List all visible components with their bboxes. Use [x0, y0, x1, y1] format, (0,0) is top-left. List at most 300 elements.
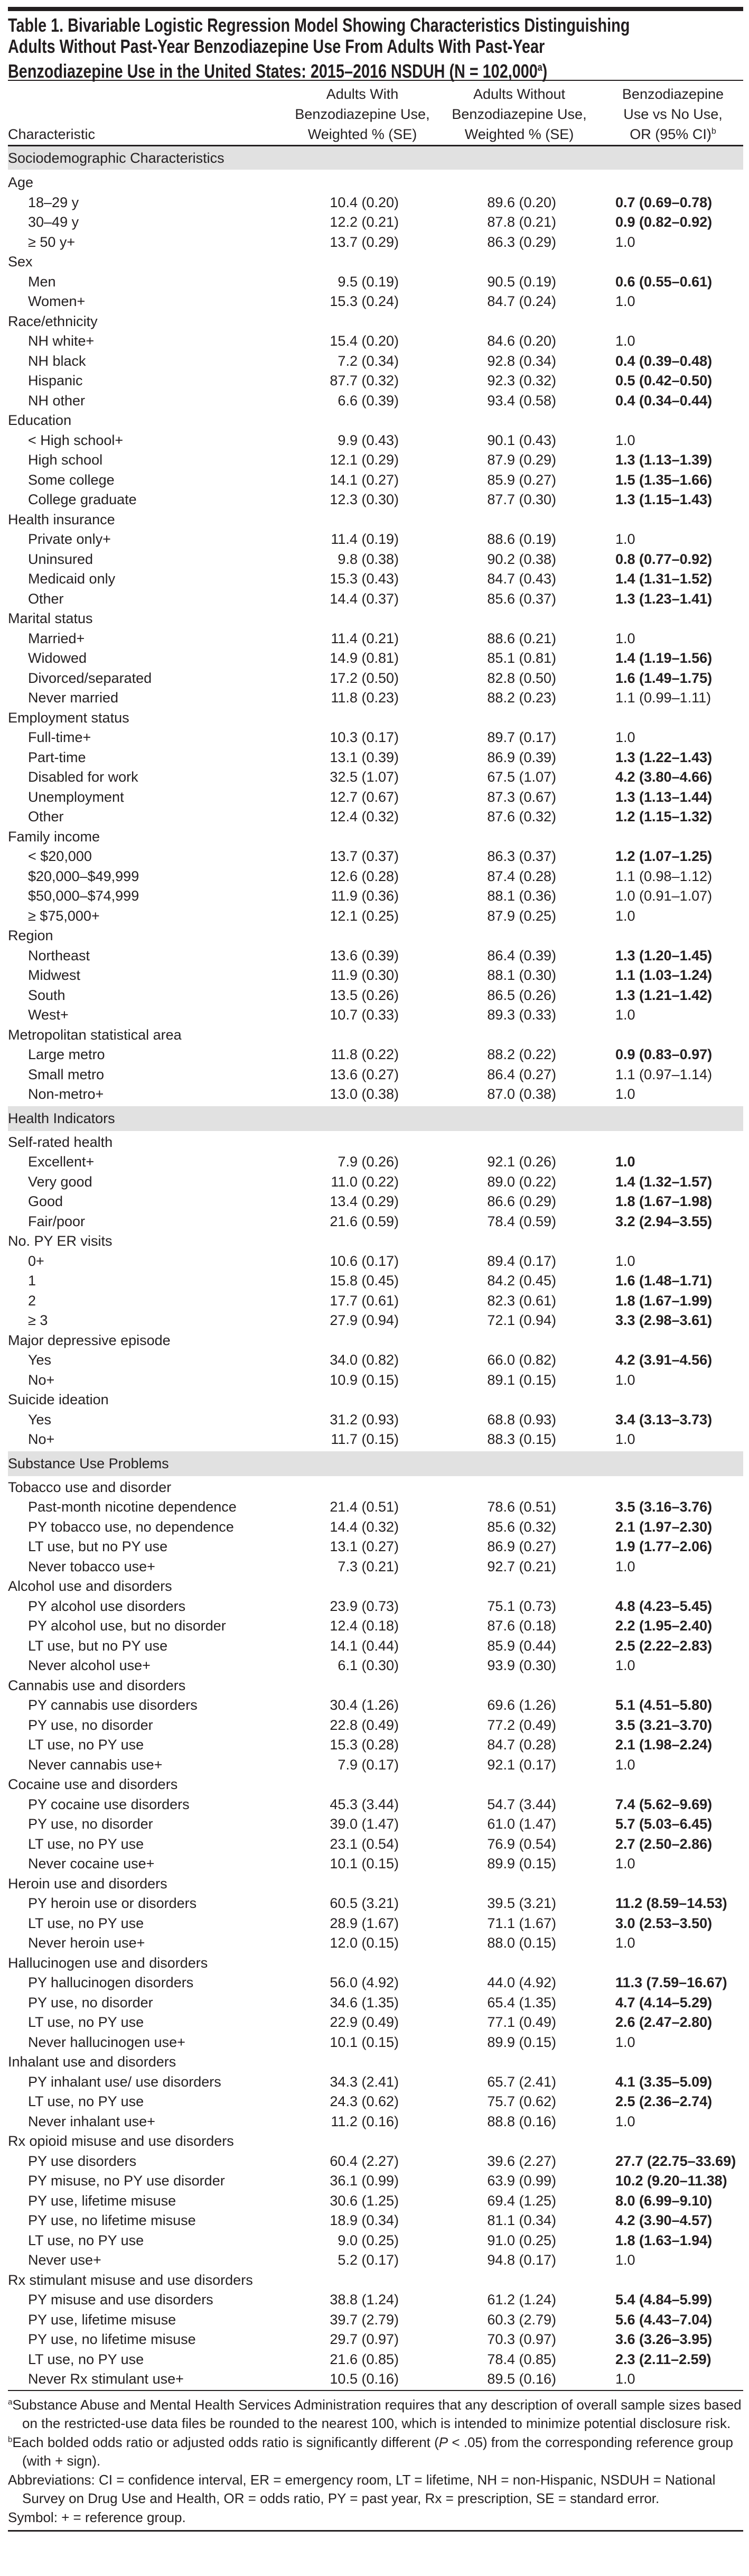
with-benzo-value: 7.9 (0.17)	[338, 1756, 399, 1773]
odds-ratio-value: 3.6 (3.26–3.95)	[615, 2331, 713, 2347]
odds-ratio-value: 1.2 (1.15–1.32)	[615, 809, 713, 824]
group-row	[8, 1775, 743, 1795]
table-row	[8, 292, 743, 312]
table-body	[8, 146, 743, 2389]
odds-ratio-value: 3.0 (2.53–3.50)	[615, 1915, 713, 1931]
with-benzo-value: 14.1 (0.44)	[330, 1637, 399, 1654]
with-benzo-value: 21.6 (0.59)	[330, 1213, 399, 1229]
row-label: NH other	[28, 392, 86, 409]
without-benzo-value: 84.7 (0.43)	[487, 571, 556, 587]
with-benzo-value: 10.5 (0.16)	[330, 2371, 399, 2387]
without-benzo-value: 86.9 (0.27)	[487, 1539, 556, 1554]
table-row	[8, 371, 743, 391]
row-label: Fair/poor	[28, 1213, 86, 1229]
group-row	[8, 1025, 743, 1045]
without-benzo-value: 85.6 (0.37)	[487, 590, 556, 607]
with-benzo-value: 21.6 (0.85)	[330, 2351, 399, 2367]
odds-ratio-value: 2.6 (2.47–2.80)	[615, 2014, 713, 2030]
without-benzo-value: 87.0 (0.38)	[487, 1086, 556, 1102]
header-with-benzo	[283, 84, 442, 144]
group-row	[8, 926, 743, 946]
without-benzo-value: 71.1 (1.67)	[487, 1915, 556, 1931]
header-line: Benzodiazepine	[622, 86, 724, 102]
without-benzo-value: 88.6 (0.21)	[487, 630, 556, 646]
table-row	[8, 1695, 743, 1716]
group-label: Cannabis use and disorders	[8, 1677, 186, 1693]
group-label: Race/ethnicity	[8, 313, 98, 329]
row-label: Midwest	[28, 967, 81, 983]
odds-ratio-value: 1.1 (0.97–1.14)	[615, 1066, 713, 1082]
odds-ratio-value: 5.4 (4.84–5.99)	[615, 2292, 713, 2308]
table-row	[8, 1755, 743, 1775]
odds-ratio-value: 0.5 (0.42–0.50)	[615, 373, 713, 388]
group-row	[8, 609, 743, 629]
without-benzo-value: 85.9 (0.27)	[487, 471, 556, 488]
title-footnote-mark: a	[537, 62, 542, 73]
row-label: 30–49 y	[28, 214, 79, 230]
odds-ratio-value: 1.8 (1.67–1.98)	[615, 1193, 713, 1209]
row-label: LT use, no PY use	[28, 2232, 144, 2248]
table-row	[8, 351, 743, 372]
with-benzo-value: 13.6 (0.39)	[330, 947, 399, 963]
footnote-b	[8, 2433, 743, 2471]
group-label: Family income	[8, 828, 100, 845]
without-benzo-value: 90.5 (0.19)	[487, 273, 556, 290]
table-row	[8, 2072, 743, 2092]
without-benzo-value: 77.1 (0.49)	[487, 2014, 556, 2030]
group-label: Education	[8, 412, 72, 428]
row-label: Hispanic	[28, 373, 83, 388]
row-label: Full-time+	[28, 729, 91, 745]
group-label: Cocaine use and disorders	[8, 1776, 178, 1792]
with-benzo-value: 12.1 (0.29)	[330, 452, 399, 468]
table-row	[8, 2171, 743, 2191]
row-label: Never cannabis use+	[28, 1756, 163, 1773]
without-benzo-value: 91.0 (0.25)	[487, 2232, 556, 2248]
table-row	[8, 1252, 743, 1272]
odds-ratio-value: 1.0	[615, 630, 635, 646]
table-row	[8, 1370, 743, 1391]
with-benzo-value: 15.4 (0.20)	[330, 333, 399, 349]
odds-ratio-value: 1.8 (1.67–1.99)	[615, 1292, 713, 1309]
row-label: Medicaid only	[28, 571, 116, 587]
with-benzo-value: 30.6 (1.25)	[330, 2192, 399, 2209]
without-benzo-value: 70.3 (0.97)	[487, 2331, 556, 2347]
row-label: LT use, no PY use	[28, 2351, 144, 2367]
table-row	[8, 1557, 743, 1577]
group-row	[8, 1390, 743, 1410]
with-benzo-value: 60.4 (2.27)	[330, 2153, 399, 2169]
with-benzo-value: 10.6 (0.17)	[330, 1253, 399, 1269]
table-row	[8, 589, 743, 609]
with-benzo-value: 11.7 (0.15)	[331, 1431, 399, 1447]
table-row	[8, 2033, 743, 2053]
row-label: ≥ $75,000+	[28, 907, 100, 924]
group-label: Alcohol use and disorders	[8, 1578, 172, 1594]
with-benzo-value: 10.1 (0.15)	[330, 1856, 399, 1871]
group-row	[8, 173, 743, 193]
odds-ratio-value: 1.0	[615, 1372, 635, 1388]
header-line: Weighted % (SE)	[464, 126, 574, 142]
row-label: PY alcohol use disorders	[28, 1598, 186, 1614]
with-benzo-value: 12.6 (0.28)	[330, 868, 399, 884]
section-header: Sociodemographic Characteristics	[8, 146, 743, 170]
odds-ratio-value: 1.4 (1.19–1.56)	[615, 650, 713, 666]
row-label: Never married	[28, 690, 119, 706]
with-benzo-value: 13.0 (0.38)	[330, 1086, 399, 1102]
without-benzo-value: 86.4 (0.27)	[487, 1066, 556, 1082]
table-row	[8, 1973, 743, 1993]
group-row	[8, 510, 743, 530]
row-label: PY use disorders	[28, 2153, 137, 2169]
table-row	[8, 986, 743, 1006]
table-row	[8, 431, 743, 451]
row-label: NH white+	[28, 333, 95, 349]
row-label: No+	[28, 1372, 55, 1388]
odds-ratio-value: 1.0	[615, 2113, 635, 2129]
group-label: Rx opioid misuse and use disorders	[8, 2133, 234, 2149]
table-row	[8, 1291, 743, 1311]
without-benzo-value: 88.1 (0.36)	[487, 888, 556, 904]
odds-ratio-value: 8.0 (6.99–9.10)	[615, 2192, 713, 2209]
odds-ratio-value: 1.3 (1.13–1.44)	[615, 789, 713, 805]
without-benzo-value: 75.7 (0.62)	[487, 2093, 556, 2109]
footnote-text: Each bolded odds ratio or adjusted odds ratio is significantly different (	[12, 2434, 439, 2450]
with-benzo-value: 30.4 (1.26)	[330, 1697, 399, 1713]
table-header	[8, 84, 743, 144]
odds-ratio-value: 3.2 (2.94–3.55)	[615, 1213, 713, 1229]
table-row	[8, 1735, 743, 1755]
with-benzo-value: 17.7 (0.61)	[330, 1292, 399, 1309]
odds-ratio-value: 1.0	[615, 907, 635, 924]
row-label: NH black	[28, 353, 86, 369]
odds-ratio-value: 0.9 (0.83–0.97)	[615, 1046, 713, 1062]
without-benzo-value: 61.0 (1.47)	[487, 1816, 556, 1832]
without-benzo-value: 44.0 (4.92)	[487, 1975, 556, 1990]
without-benzo-value: 89.9 (0.15)	[487, 2034, 556, 2050]
header-line: Weighted % (SE)	[307, 126, 417, 142]
table-row	[8, 530, 743, 550]
group-row	[8, 2132, 743, 2152]
bottom-rule	[8, 2530, 743, 2532]
footnote-p: P	[438, 2434, 448, 2450]
group-label: Marital status	[8, 610, 93, 626]
without-benzo-value: 89.1 (0.15)	[487, 1372, 556, 1388]
table-row	[8, 2112, 743, 2132]
row-label: $50,000–$74,999	[28, 888, 139, 904]
with-benzo-value: 12.7 (0.67)	[330, 789, 399, 805]
table-row	[8, 391, 743, 411]
without-benzo-value: 87.7 (0.30)	[487, 492, 556, 507]
without-benzo-value: 68.8 (0.93)	[487, 1411, 556, 1428]
odds-ratio-value: 1.0	[615, 1657, 635, 1673]
group-row	[8, 1953, 743, 1973]
odds-ratio-value: 4.2 (3.91–4.56)	[615, 1352, 713, 1368]
odds-ratio-value: 1.0	[615, 729, 635, 745]
row-label: Never tobacco use+	[28, 1558, 155, 1574]
without-benzo-value: 92.1 (0.26)	[487, 1154, 556, 1170]
with-benzo-value: 15.3 (0.24)	[330, 293, 399, 309]
with-benzo-value: 27.9 (0.94)	[330, 1312, 399, 1328]
row-label: PY use, lifetime misuse	[28, 2192, 176, 2209]
group-label: Self-rated health	[8, 1134, 113, 1150]
with-benzo-value: 34.0 (0.82)	[330, 1352, 399, 1368]
with-benzo-value: 14.4 (0.32)	[330, 1518, 399, 1535]
odds-ratio-value: 5.6 (4.43–7.04)	[615, 2311, 713, 2328]
odds-ratio-value: 3.5 (3.16–3.76)	[615, 1499, 713, 1515]
row-label: < $20,000	[28, 848, 92, 864]
odds-ratio-value: 2.7 (2.50–2.86)	[615, 1836, 713, 1852]
group-label: Tobacco use and disorder	[8, 1479, 172, 1495]
with-benzo-value: 10.7 (0.33)	[330, 1007, 399, 1023]
table-row	[8, 2350, 743, 2370]
without-benzo-value: 72.1 (0.94)	[487, 1312, 556, 1328]
without-benzo-value: 88.3 (0.15)	[487, 1431, 556, 1447]
with-benzo-value: 32.5 (1.07)	[330, 769, 399, 785]
without-benzo-value: 87.4 (0.28)	[487, 868, 556, 884]
odds-ratio-value: 5.7 (5.03–6.45)	[615, 1816, 713, 1832]
row-label: 18–29 y	[28, 194, 79, 210]
odds-ratio-value: 1.3 (1.23–1.41)	[615, 590, 713, 607]
with-benzo-value: 15.3 (0.28)	[330, 1737, 399, 1753]
footnotes	[8, 2396, 743, 2527]
row-label: Non-metro+	[28, 1086, 104, 1102]
table-row	[8, 2191, 743, 2211]
odds-ratio-value: 1.0	[615, 1253, 635, 1269]
without-benzo-value: 92.8 (0.34)	[487, 353, 556, 369]
without-benzo-value: 78.6 (0.51)	[487, 1499, 556, 1515]
with-benzo-value: 13.4 (0.29)	[330, 1193, 399, 1209]
odds-ratio-value: 0.6 (0.55–0.61)	[615, 273, 713, 290]
row-label: Never heroin use+	[28, 1935, 145, 1951]
table-row	[8, 1172, 743, 1192]
table-row	[8, 1933, 743, 1953]
odds-ratio-value: 0.7 (0.69–0.78)	[615, 194, 713, 210]
row-label: Never cocaine use+	[28, 1856, 155, 1871]
odds-ratio-value: 3.3 (2.98–3.61)	[615, 1312, 713, 1328]
odds-ratio-value: 1.9 (1.77–2.06)	[615, 1539, 713, 1554]
without-benzo-value: 86.6 (0.29)	[487, 1193, 556, 1209]
with-benzo-value: 12.3 (0.30)	[330, 492, 399, 507]
odds-ratio-value: 1.3 (1.22–1.43)	[615, 749, 713, 765]
group-label: Inhalant use and disorders	[8, 2054, 176, 2070]
with-benzo-value: 15.3 (0.43)	[330, 571, 399, 587]
section-header: Health Indicators	[8, 1106, 743, 1131]
group-row	[8, 252, 743, 272]
table-row	[8, 550, 743, 570]
table-row	[8, 906, 743, 926]
with-benzo-value: 7.3 (0.21)	[338, 1558, 399, 1574]
odds-ratio-value: 0.8 (0.77–0.92)	[615, 551, 713, 567]
group-row	[8, 2052, 743, 2072]
table-row	[8, 1045, 743, 1065]
with-benzo-value: 21.4 (0.51)	[330, 1499, 399, 1515]
without-benzo-value: 89.9 (0.15)	[487, 1856, 556, 1871]
row-label: 2	[28, 1292, 36, 1309]
with-benzo-value: 11.9 (0.36)	[331, 888, 399, 904]
header-line: Benzodiazepine Use,	[295, 106, 430, 122]
footnote-text: Substance Abuse and Mental Health Services Administration requires that any description of overall sample sizes based on the restricted-use data files be rounded to the nearest 100, which is intended to minimize potential disclosure risk.	[12, 2396, 742, 2431]
footnote-mark: b	[8, 2434, 13, 2444]
odds-ratio-value: 1.0	[615, 1558, 635, 1574]
table-row	[8, 2330, 743, 2350]
row-label: LT use, no PY use	[28, 1836, 144, 1852]
with-benzo-value: 12.0 (0.15)	[330, 1935, 399, 1951]
without-benzo-value: 54.7 (3.44)	[487, 1796, 556, 1812]
odds-ratio-value: 1.0	[615, 1007, 635, 1023]
with-benzo-value: 39.7 (2.79)	[330, 2311, 399, 2328]
row-label: $20,000–$49,999	[28, 868, 139, 884]
with-benzo-value: 60.5 (3.21)	[330, 1895, 399, 1911]
without-benzo-value: 69.6 (1.26)	[487, 1697, 556, 1713]
with-benzo-value: 10.3 (0.17)	[330, 729, 399, 745]
group-row	[8, 1133, 743, 1153]
row-label: Northeast	[28, 947, 90, 963]
odds-ratio-value: 4.2 (3.90–4.57)	[615, 2212, 713, 2228]
table-row	[8, 331, 743, 351]
without-benzo-value: 89.5 (0.16)	[487, 2371, 556, 2387]
table-row	[8, 2310, 743, 2330]
without-benzo-value: 67.5 (1.07)	[487, 769, 556, 785]
without-benzo-value: 88.8 (0.16)	[487, 2113, 556, 2129]
abbreviations: Abbreviations: CI = confidence interval, ER = emergency room, LT = lifetime, NH = non-Hispanic, NSDUH = National Survey on Drug Use and Health, OR = odds ratio, PY = past year, Rx = prescription, SE = standard error.	[8, 2471, 716, 2506]
without-benzo-value: 86.3 (0.37)	[487, 848, 556, 864]
without-benzo-value: 86.4 (0.39)	[487, 947, 556, 963]
row-label: LT use, no PY use	[28, 2014, 144, 2030]
group-row	[8, 1331, 743, 1351]
table-row	[8, 1993, 743, 2013]
table-row	[8, 1716, 743, 1736]
row-label: Part-time	[28, 749, 86, 765]
table-row	[8, 1795, 743, 1815]
with-benzo-value: 23.1 (0.54)	[330, 1836, 399, 1852]
without-benzo-value: 61.2 (1.24)	[487, 2292, 556, 2308]
table-title	[8, 14, 743, 82]
table-row	[8, 450, 743, 470]
row-label: Uninsured	[28, 551, 93, 567]
group-row	[8, 1231, 743, 1252]
row-label: PY heroin use or disorders	[28, 1895, 197, 1911]
row-label: Disabled for work	[28, 769, 138, 785]
with-benzo-value: 9.8 (0.38)	[338, 551, 399, 567]
odds-ratio-value: 1.4 (1.32–1.57)	[615, 1173, 713, 1190]
row-label: PY alcohol use, but no disorder	[28, 1618, 226, 1634]
row-label: PY use, no disorder	[28, 1994, 153, 2010]
row-label: ≥ 3	[28, 1312, 48, 1328]
row-label: Unemployment	[28, 789, 124, 805]
group-label: Suicide ideation	[8, 1392, 109, 1407]
odds-ratio-value: 1.0	[615, 2252, 635, 2268]
odds-ratio-value: 2.5 (2.36–2.74)	[615, 2093, 713, 2109]
table-row	[8, 946, 743, 966]
row-label: South	[28, 987, 65, 1003]
section-header: Substance Use Problems	[8, 1451, 743, 1476]
row-label: Large metro	[28, 1046, 105, 1062]
table-row	[8, 1085, 743, 1105]
row-label: Private only+	[28, 531, 111, 547]
with-benzo-value: 29.7 (0.97)	[330, 2331, 399, 2347]
row-label: Widowed	[28, 650, 87, 666]
odds-ratio-value: 1.2 (1.07–1.25)	[615, 848, 713, 864]
odds-ratio-value: 1.4 (1.31–1.52)	[615, 571, 713, 587]
table-row	[8, 1517, 743, 1537]
without-benzo-value: 92.7 (0.21)	[487, 1558, 556, 1574]
table-row	[8, 212, 743, 233]
without-benzo-value: 63.9 (0.99)	[487, 2173, 556, 2189]
with-benzo-value: 11.0 (0.22)	[331, 1173, 399, 1190]
table-row	[8, 569, 743, 589]
table-row	[8, 807, 743, 827]
with-benzo-value: 10.1 (0.15)	[330, 2034, 399, 2050]
table-row	[8, 1894, 743, 1914]
group-row	[8, 708, 743, 728]
with-benzo-value: 11.2 (0.16)	[331, 2113, 399, 2129]
group-label: Heroin use and disorders	[8, 1875, 167, 1892]
group-row	[8, 827, 743, 847]
table-row	[8, 1914, 743, 1934]
table-row	[8, 470, 743, 490]
odds-ratio-value: 1.3 (1.15–1.43)	[615, 492, 713, 507]
group-label: Employment status	[8, 709, 129, 726]
with-benzo-value: 13.6 (0.27)	[330, 1066, 399, 1082]
odds-ratio-value: 2.3 (2.11–2.59)	[615, 2351, 711, 2367]
row-label: LT use, no PY use	[28, 1915, 144, 1931]
symbol-note: Symbol: + = reference group.	[8, 2509, 186, 2525]
with-benzo-value: 11.9 (0.30)	[331, 967, 399, 983]
table-row	[8, 1311, 743, 1331]
without-benzo-value: 65.7 (2.41)	[487, 2073, 556, 2090]
table-row	[8, 688, 743, 708]
with-benzo-value: 12.4 (0.18)	[330, 1618, 399, 1634]
with-benzo-value: 39.0 (1.47)	[330, 1816, 399, 1832]
table-row	[8, 2013, 743, 2033]
without-benzo-value: 89.4 (0.17)	[487, 1253, 556, 1269]
with-benzo-value: 12.4 (0.32)	[330, 809, 399, 824]
group-label: No. PY ER visits	[8, 1233, 113, 1249]
table-row	[8, 2231, 743, 2251]
without-benzo-value: 85.6 (0.32)	[487, 1518, 556, 1535]
row-label: West+	[28, 1007, 69, 1023]
without-benzo-value: 75.1 (0.73)	[487, 1598, 556, 1614]
header-line: Use vs No Use,	[623, 106, 723, 122]
table-row	[8, 748, 743, 768]
odds-ratio-value: 1.6 (1.48–1.71)	[615, 1273, 713, 1289]
row-label: LT use, no PY use	[28, 1737, 144, 1753]
without-benzo-value: 84.7 (0.24)	[487, 293, 556, 309]
odds-ratio-value: 11.2 (8.59–14.53)	[615, 1895, 727, 1911]
group-row	[8, 1874, 743, 1894]
without-benzo-value: 87.8 (0.21)	[487, 214, 556, 230]
header-characteristic: Characteristic	[8, 126, 96, 142]
row-label: Some college	[28, 471, 115, 488]
without-benzo-value: 87.6 (0.18)	[487, 1618, 556, 1634]
table-row	[8, 1350, 743, 1370]
table-row	[8, 1537, 743, 1557]
row-label: PY use, no disorder	[28, 1717, 153, 1733]
row-label: PY misuse, no PY use disorder	[28, 2173, 225, 2189]
header-footnote-mark: b	[711, 127, 716, 136]
table-row	[8, 1430, 743, 1450]
table-row	[8, 886, 743, 906]
row-label: No+	[28, 1431, 55, 1447]
without-benzo-value: 88.2 (0.23)	[487, 690, 556, 706]
without-benzo-value: 87.3 (0.67)	[487, 789, 556, 805]
with-benzo-value: 22.8 (0.49)	[330, 1717, 399, 1733]
group-row	[8, 411, 743, 431]
with-benzo-value: 11.8 (0.22)	[331, 1046, 399, 1062]
without-benzo-value: 87.9 (0.25)	[487, 907, 556, 924]
without-benzo-value: 39.6 (2.27)	[487, 2153, 556, 2169]
